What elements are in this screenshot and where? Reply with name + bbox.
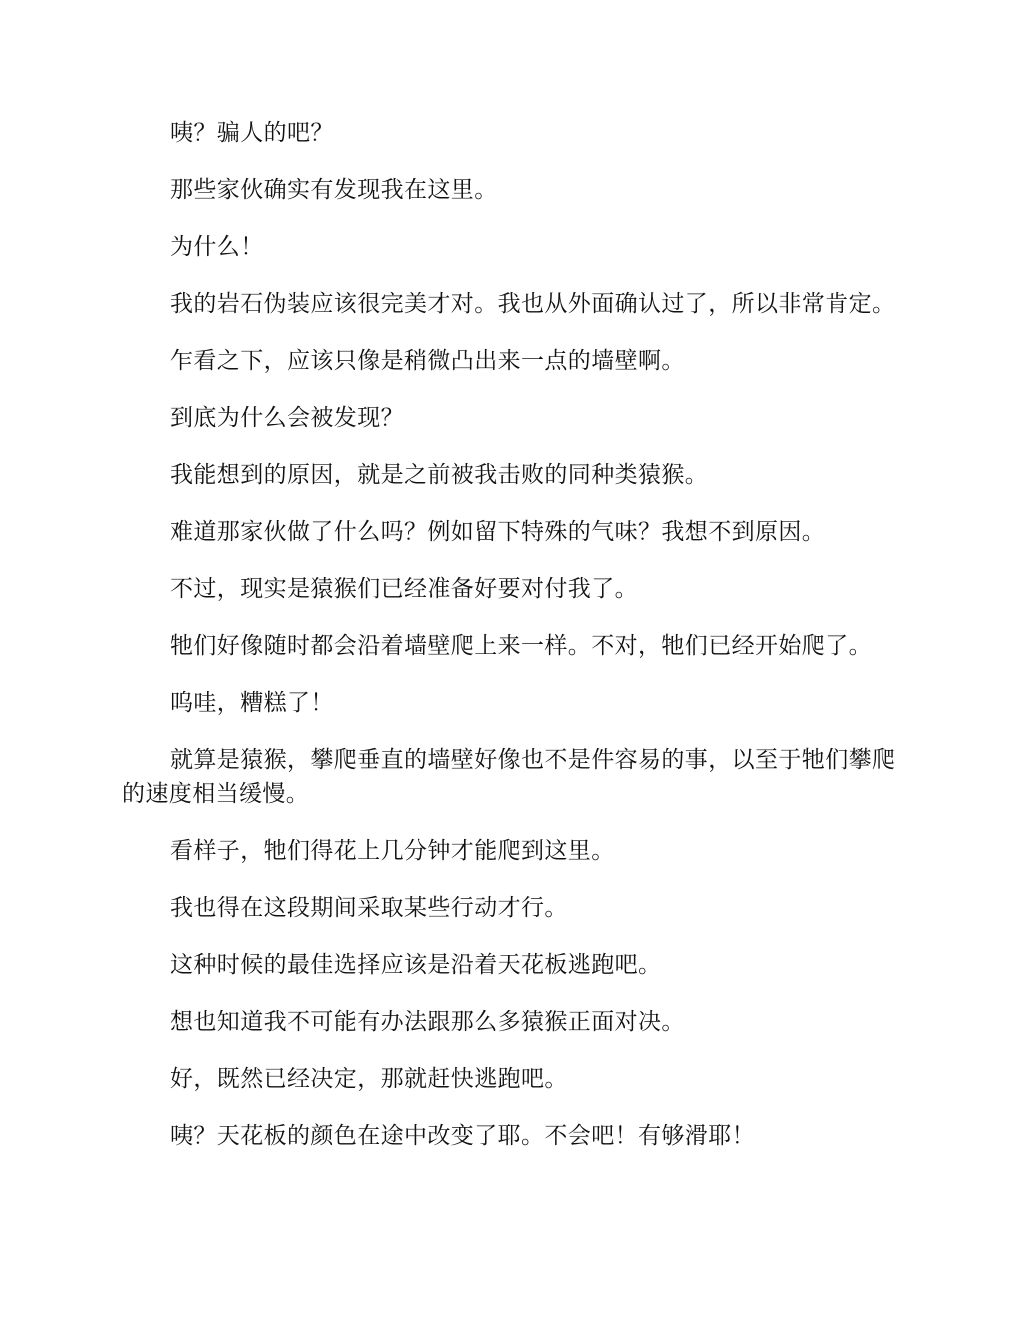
paragraph-5: 乍看之下，应该只像是稍微凸出来一点的墙壁啊。 (170, 348, 685, 374)
paragraph-3: 为什么！ (170, 234, 264, 260)
paragraph-9: 不过，现实是猿猴们已经准备好要对付我了。 (170, 576, 638, 602)
paragraph-15: 这种时候的最佳选择应该是沿着天花板逃跑吧。 (170, 952, 662, 978)
paragraph-16: 想也知道我不可能有办法跟那么多猿猴正面对决。 (170, 1009, 685, 1035)
paragraph-10: 牠们好像随时都会沿着墙壁爬上来一样。不对，牠们已经开始爬了。 (170, 633, 872, 659)
paragraph-18: 咦？天花板的颜色在途中改变了耶。不会吧！有够滑耶！ (170, 1123, 755, 1149)
paragraph-2: 那些家伙确实有发现我在这里。 (170, 177, 498, 203)
paragraph-11: 呜哇，糟糕了！ (170, 690, 334, 716)
paragraph-13: 看样子，牠们得花上几分钟才能爬到这里。 (170, 838, 615, 864)
paragraph-8: 难道那家伙做了什么吗？例如留下特殊的气味？我想不到原因。 (170, 519, 826, 545)
paragraph-14: 我也得在这段期间采取某些行动才行。 (170, 895, 568, 921)
paragraph-12: 就算是猿猴，攀爬垂直的墙壁好像也不是件容易的事，以至于牠们攀爬的速度相当缓慢。 (122, 747, 896, 807)
body-text (122, 116, 902, 1176)
paragraph-4: 我的岩石伪装应该很完美才对。我也从外面确认过了，所以非常肯定。 (170, 291, 896, 317)
paragraph-1: 咦？骗人的吧？ (170, 120, 334, 146)
paragraph-7: 我能想到的原因，就是之前被我击败的同种类猿猴。 (170, 462, 709, 488)
paragraph-6: 到底为什么会被发现？ (170, 405, 404, 431)
paragraph-17: 好，既然已经决定，那就赶快逃跑吧。 (170, 1066, 568, 1092)
